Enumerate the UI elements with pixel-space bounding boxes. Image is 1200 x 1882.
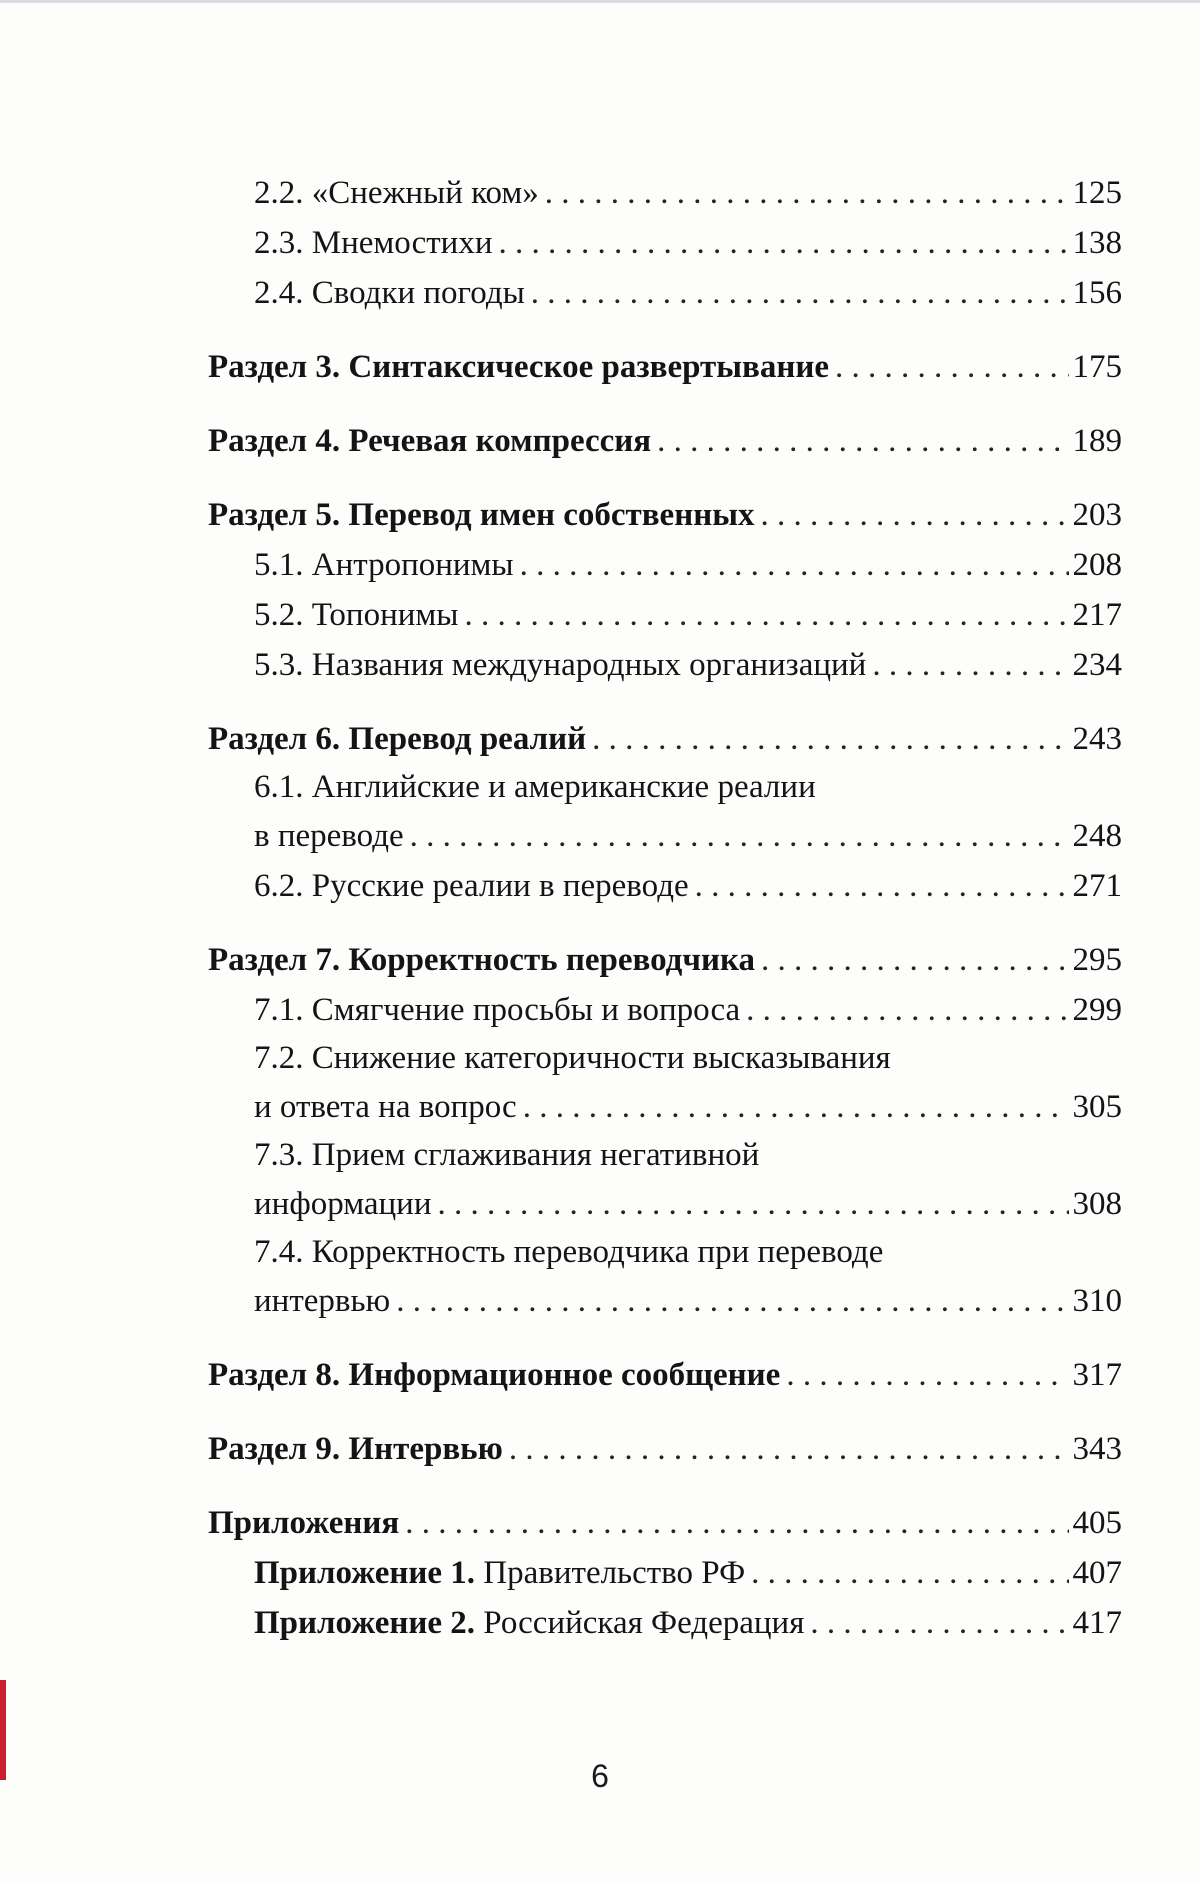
toc-entry-page: 417 bbox=[1072, 1605, 1122, 1641]
toc-section-title: Раздел 3. Синтаксическое развертывание bbox=[208, 349, 830, 385]
toc-entry-title: 6.2. Русские реалии в переводе bbox=[254, 868, 689, 904]
toc-entry-title: и ответа на вопрос bbox=[254, 1089, 517, 1125]
toc-entry-5-1 bbox=[208, 540, 1122, 590]
toc-section-title: Раздел 4. Речевая компрессия bbox=[208, 423, 652, 459]
toc-entry-page: 189 bbox=[1072, 423, 1122, 459]
toc-entry-page: 271 bbox=[1072, 868, 1122, 904]
toc-section-title: Раздел 9. Интервью bbox=[208, 1431, 503, 1467]
toc-section-6 bbox=[208, 714, 1122, 764]
toc-appendix-2 bbox=[208, 1598, 1122, 1648]
toc-entry-title: 5.3. Названия международных организаций bbox=[254, 647, 867, 683]
toc-entry-7-3 bbox=[208, 1132, 1122, 1229]
toc-section-4 bbox=[208, 416, 1122, 466]
toc-entry-page: 248 bbox=[1072, 818, 1122, 854]
toc-entry-page: 310 bbox=[1072, 1283, 1122, 1319]
dot-leader bbox=[872, 640, 1068, 690]
toc-section-title: Раздел 5. Перевод имен собственных bbox=[208, 497, 755, 533]
toc-entry-title-line1: 7.3. Прием сглаживания негативной bbox=[254, 1137, 760, 1173]
dot-leader bbox=[786, 1350, 1068, 1400]
toc-entry-title: 5.2. Топонимы bbox=[254, 597, 459, 633]
toc-section-9 bbox=[208, 1424, 1122, 1474]
toc-entry-7-1 bbox=[208, 985, 1122, 1035]
toc-entry-page: 295 bbox=[1072, 942, 1122, 978]
dot-leader bbox=[531, 268, 1069, 318]
toc-entry-page: 138 bbox=[1072, 225, 1122, 261]
scan-edge-top bbox=[0, 0, 1200, 3]
toc-entry-2-3 bbox=[208, 218, 1122, 268]
toc-entry-page: 308 bbox=[1072, 1186, 1122, 1222]
page-number: 6 bbox=[591, 1758, 609, 1794]
toc-entry-page: 299 bbox=[1072, 992, 1122, 1028]
toc-entry-title: в переводе bbox=[254, 818, 404, 854]
toc-appendix-label: Приложение 2. bbox=[254, 1605, 476, 1641]
dot-leader bbox=[464, 590, 1068, 640]
toc-entry-7-2 bbox=[208, 1035, 1122, 1132]
toc-entry-5-3 bbox=[208, 640, 1122, 690]
toc-entry-title: Правительство РФ bbox=[475, 1555, 746, 1591]
dot-leader bbox=[438, 1179, 1069, 1229]
toc-entry-title: 2.3. Мнемостихи bbox=[254, 225, 493, 261]
dot-leader bbox=[695, 861, 1069, 911]
toc-entry-page: 407 bbox=[1072, 1555, 1122, 1591]
dot-leader bbox=[810, 1598, 1068, 1648]
toc-entry-2-2 bbox=[208, 168, 1122, 218]
dot-leader bbox=[761, 490, 1069, 540]
toc-entry-page: 405 bbox=[1072, 1505, 1122, 1541]
toc-entry-7-4 bbox=[208, 1229, 1122, 1326]
toc-section-3 bbox=[208, 342, 1122, 392]
toc-section-5 bbox=[208, 490, 1122, 540]
dot-leader bbox=[396, 1276, 1068, 1326]
toc-entry-page: 208 bbox=[1072, 547, 1122, 583]
toc-entry-page: 156 bbox=[1072, 275, 1122, 311]
toc-appendix-label: Приложение 1. bbox=[254, 1555, 476, 1591]
toc-section-title: Приложения bbox=[208, 1505, 400, 1541]
toc-entry-title: 5.1. Антропонимы bbox=[254, 547, 514, 583]
dot-leader bbox=[499, 218, 1069, 268]
toc-entry-page: 343 bbox=[1072, 1431, 1122, 1467]
dot-leader bbox=[545, 168, 1069, 218]
toc-entry-title: 2.2. «Снежный ком» bbox=[254, 175, 539, 211]
dot-leader bbox=[523, 1082, 1069, 1132]
toc-section-8 bbox=[208, 1350, 1122, 1400]
toc-entry-page: 305 bbox=[1072, 1089, 1122, 1125]
toc-entry-page: 317 bbox=[1072, 1357, 1122, 1393]
toc-entry-page: 243 bbox=[1072, 721, 1122, 757]
dot-leader bbox=[592, 714, 1068, 764]
toc-entry-page: 125 bbox=[1072, 175, 1122, 211]
toc-section-title: Раздел 7. Корректность переводчика bbox=[208, 942, 755, 978]
toc-entry-title-line1: 7.4. Корректность переводчика при переводе bbox=[254, 1234, 884, 1270]
dot-leader bbox=[405, 1498, 1068, 1548]
toc-entry-page: 234 bbox=[1072, 647, 1122, 683]
toc-entry-title: интервью bbox=[254, 1283, 391, 1319]
toc-entry-page: 203 bbox=[1072, 497, 1122, 533]
toc-entry-title-line1: 7.2. Снижение категоричности высказывания bbox=[254, 1040, 891, 1076]
toc-entry-5-2 bbox=[208, 590, 1122, 640]
toc-section-7 bbox=[208, 935, 1122, 985]
toc-entry-title: информации bbox=[254, 1186, 432, 1222]
toc-entry-6-2 bbox=[208, 861, 1122, 911]
toc-entry-page: 217 bbox=[1072, 597, 1122, 633]
toc-appendices bbox=[208, 1498, 1122, 1548]
dot-leader bbox=[509, 1424, 1069, 1474]
toc-entry-title: Российская Федерация bbox=[475, 1605, 805, 1641]
dot-leader bbox=[761, 935, 1069, 985]
toc-section-title: Раздел 8. Информационное сообщение bbox=[208, 1357, 781, 1393]
dot-leader bbox=[751, 1548, 1068, 1598]
dot-leader bbox=[746, 985, 1068, 1035]
toc-entry-2-4 bbox=[208, 268, 1122, 318]
dot-leader bbox=[835, 342, 1068, 392]
toc-entry-6-1 bbox=[208, 764, 1122, 861]
toc-entry-page: 175 bbox=[1072, 349, 1122, 385]
toc-section-title: Раздел 6. Перевод реалий bbox=[208, 721, 587, 757]
dot-leader bbox=[520, 540, 1069, 590]
toc-entry-title: 2.4. Сводки погоды bbox=[254, 275, 525, 311]
table-of-contents bbox=[208, 168, 1122, 1648]
dot-leader bbox=[410, 811, 1069, 861]
toc-appendix-1 bbox=[208, 1548, 1122, 1598]
dot-leader bbox=[657, 416, 1068, 466]
toc-entry-title-line1: 6.1. Английские и американские реалии bbox=[254, 769, 816, 805]
toc-entry-title: 7.1. Смягчение просьбы и вопроса bbox=[254, 992, 741, 1028]
